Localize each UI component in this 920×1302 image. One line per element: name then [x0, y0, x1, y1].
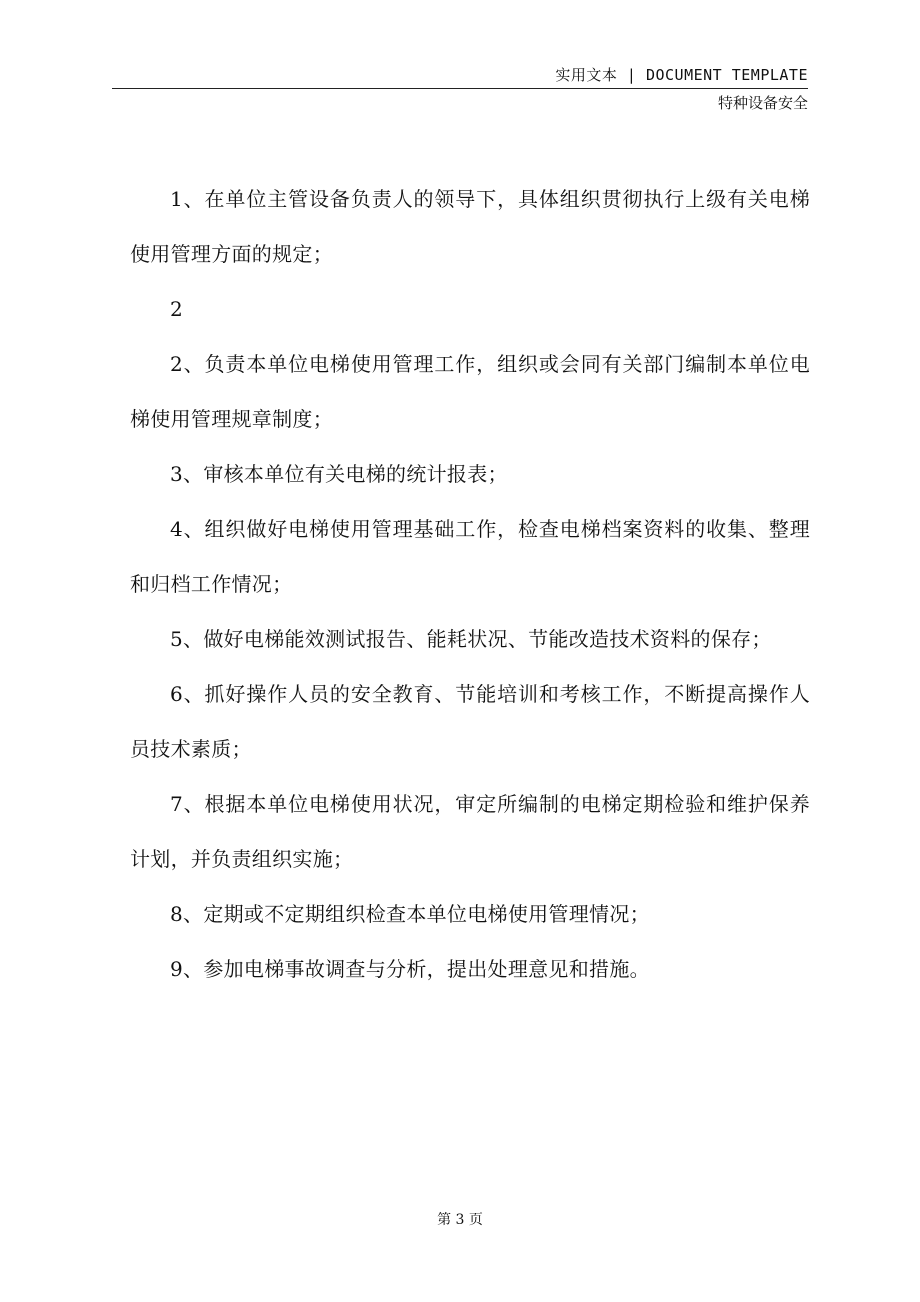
document-body: [130, 172, 810, 997]
page-number: 第 3 页: [437, 1212, 483, 1228]
paragraph-4: 3、审核本单位有关电梯的统计报表；: [170, 462, 508, 486]
header-divider: [112, 88, 808, 89]
page-header: [112, 64, 808, 114]
paragraph-3: 2、负责本单位电梯使用管理工作，组织或会同有关部门编制本单位电梯使用管理规章制度；: [130, 352, 810, 431]
paragraph-8: 7、根据本单位电梯使用状况，审定所编制的电梯定期检验和维护保养计划，并负责组织实施；: [130, 792, 810, 871]
paragraph-6: 5、做好电梯能效测试报告、能耗状况、节能改造技术资料的保存；: [170, 627, 772, 651]
paragraph-2: 2: [170, 297, 184, 321]
paragraph-7: 6、抓好操作人员的安全教育、节能培训和考核工作，不断提高操作人员技术素质；: [130, 682, 810, 761]
paragraph-5: 4、组织做好电梯使用管理基础工作，检查电梯档案资料的收集、整理和归档工作情况；: [130, 517, 810, 596]
paragraph-1: 1、在单位主管设备负责人的领导下，具体组织贯彻执行上级有关电梯使用管理方面的规定；: [130, 187, 810, 266]
header-subtitle: 特种设备安全: [717, 94, 808, 112]
paragraph-9: 8、定期或不定期组织检查本单位电梯使用管理情况；: [170, 902, 650, 926]
header-title: 实用文本 | DOCUMENT TEMPLATE: [555, 66, 808, 84]
paragraph-10: 9、参加电梯事故调查与分析，提出处理意见和措施。: [170, 957, 650, 981]
